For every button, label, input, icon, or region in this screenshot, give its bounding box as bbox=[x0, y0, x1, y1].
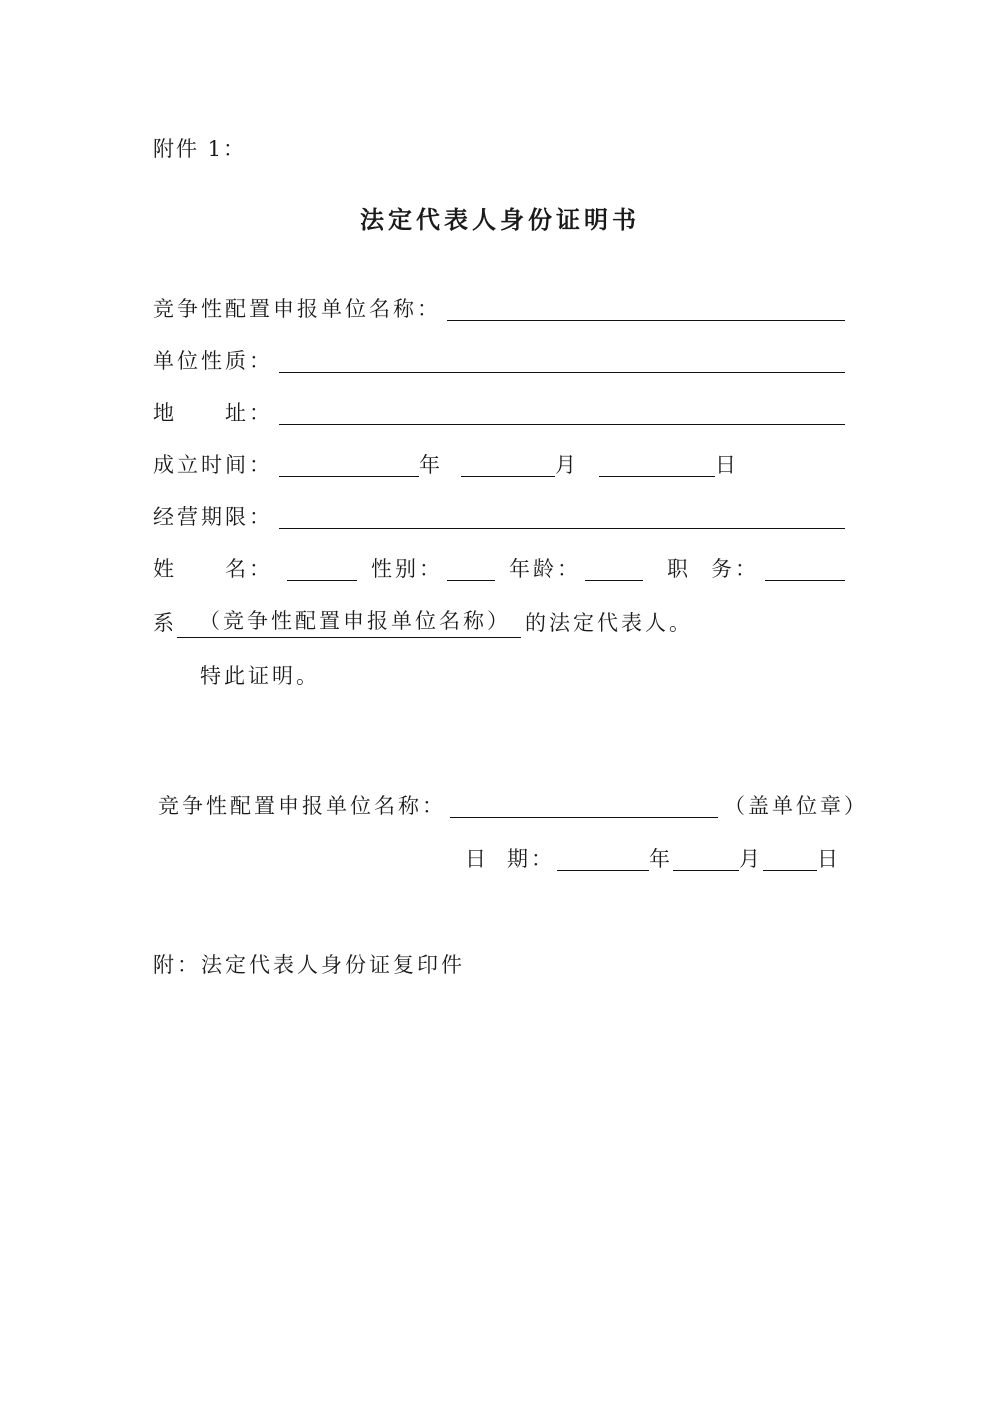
sign-year-field[interactable] bbox=[557, 842, 649, 871]
person-row bbox=[153, 550, 845, 584]
name-label-second: 名： bbox=[225, 557, 273, 581]
sign-org-field[interactable] bbox=[450, 789, 718, 818]
term-field[interactable] bbox=[279, 500, 845, 529]
sign-org-row bbox=[158, 787, 868, 821]
org-type-row bbox=[153, 342, 845, 376]
gender-field[interactable] bbox=[447, 552, 495, 581]
sign-org-label: 竞争性配置申报单位名称： bbox=[158, 794, 446, 818]
certify-text: 特此证明。 bbox=[200, 664, 320, 688]
attachment-note: 附：法定代表人身份证复印件 bbox=[153, 953, 465, 977]
sign-date-label-first: 日 bbox=[465, 847, 489, 871]
founded-day-field[interactable] bbox=[599, 448, 715, 477]
sign-day-field[interactable] bbox=[763, 842, 817, 871]
address-field[interactable] bbox=[279, 396, 845, 425]
founded-label: 成立时间： bbox=[153, 453, 273, 477]
founded-year-field[interactable] bbox=[279, 448, 419, 477]
sign-year-unit: 年 bbox=[649, 847, 673, 871]
founded-day-unit: 日 bbox=[715, 453, 739, 477]
statement-suffix: 的法定代表人。 bbox=[525, 611, 693, 635]
position-field[interactable] bbox=[765, 552, 845, 581]
address-row bbox=[153, 394, 845, 428]
sign-date-label-second: 期： bbox=[507, 847, 555, 871]
org-name-field[interactable] bbox=[447, 292, 845, 321]
org-type-field[interactable] bbox=[279, 344, 845, 373]
founded-month-unit: 月 bbox=[555, 453, 579, 477]
seal-note: （盖单位章） bbox=[724, 794, 868, 818]
founded-row bbox=[153, 446, 845, 480]
term-row bbox=[153, 498, 845, 532]
statement-row bbox=[153, 604, 845, 638]
position-label-first: 职 bbox=[667, 557, 691, 581]
sign-date-row bbox=[465, 840, 845, 874]
document-title: 法定代表人身份证明书 bbox=[360, 205, 640, 234]
certify-row bbox=[200, 657, 845, 691]
age-field[interactable] bbox=[585, 552, 643, 581]
founded-year-unit: 年 bbox=[419, 453, 443, 477]
name-field[interactable] bbox=[287, 552, 357, 581]
attachment-heading: 附件 1： bbox=[153, 137, 247, 161]
term-label: 经营期限： bbox=[153, 505, 273, 529]
statement-org-name[interactable]: （竞争性配置申报单位名称） bbox=[177, 607, 521, 638]
position-label-second: 务： bbox=[711, 557, 759, 581]
org-type-label: 单位性质： bbox=[153, 349, 273, 373]
address-label-first: 地 bbox=[153, 401, 177, 425]
sign-month-unit: 月 bbox=[739, 847, 763, 871]
org-name-row bbox=[153, 290, 845, 324]
org-name-label: 竞争性配置申报单位名称： bbox=[153, 297, 441, 321]
sign-month-field[interactable] bbox=[673, 842, 739, 871]
gender-label: 性别： bbox=[371, 557, 443, 581]
address-label-second: 址： bbox=[225, 401, 273, 425]
statement-prefix: 系 bbox=[153, 611, 177, 635]
founded-month-field[interactable] bbox=[461, 448, 555, 477]
footer-row bbox=[153, 946, 845, 980]
name-label-first: 姓 bbox=[153, 557, 177, 581]
age-label: 年龄： bbox=[509, 557, 581, 581]
sign-day-unit: 日 bbox=[817, 847, 841, 871]
